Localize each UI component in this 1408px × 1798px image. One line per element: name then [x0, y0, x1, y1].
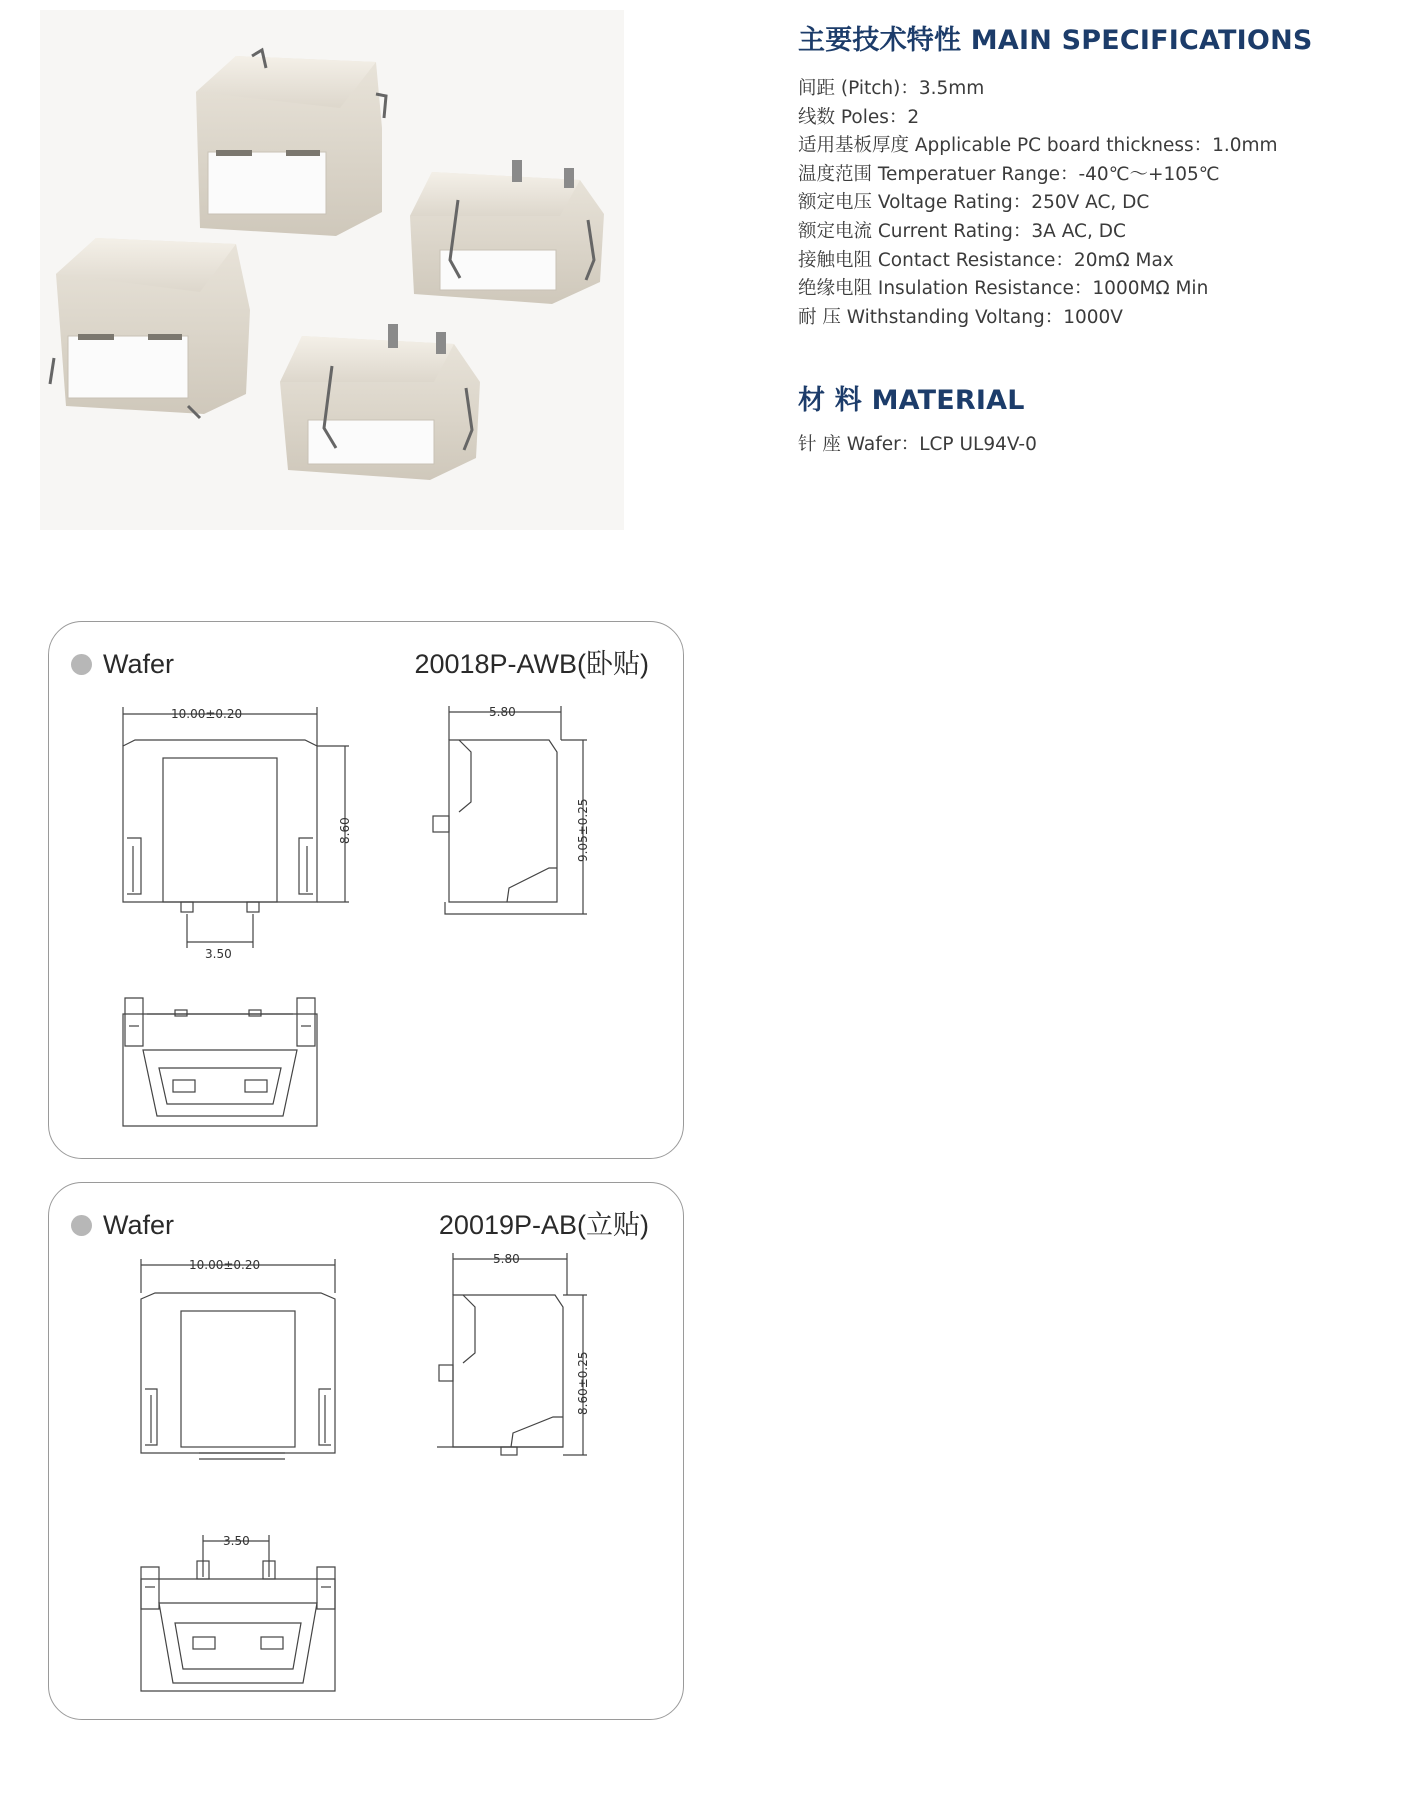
connector-front-right — [280, 324, 480, 480]
panel-label: Wafer — [103, 1210, 175, 1240]
spec-pitch: 间距 (Pitch)：3.5mm — [798, 78, 985, 99]
panel-model-number: 20018P-AWB(卧贴) — [414, 649, 649, 679]
panel-label: Wafer — [103, 649, 175, 679]
spec-temperature-range: 温度范围 Temperatuer Range：-40℃～+105℃ — [798, 163, 1220, 185]
front-view — [141, 1258, 335, 1459]
spec-current-rating: 额定电流 Current Rating：3A AC, DC — [798, 220, 1126, 242]
technical-drawing-ab — [49, 1183, 685, 1721]
dim-pitch: 3.50 — [223, 1534, 250, 1548]
material-wafer: 针 座 Wafer：LCP UL94V-0 — [798, 434, 1037, 456]
bottom-view — [141, 1534, 335, 1691]
material-heading: 材 料 MATERIAL — [798, 385, 1025, 417]
dim-pitch: 3.50 — [205, 947, 232, 961]
technical-drawing-awb — [49, 622, 685, 1160]
spec-voltage-rating: 额定电压 Voltage Rating：250V AC, DC — [798, 192, 1150, 214]
dim-width: 10.00±0.20 — [171, 707, 243, 721]
spec-board-thickness: 适用基板厚度 Applicable PC board thickness：1.0mm — [798, 135, 1278, 157]
spec-poles: 线数 Poles：2 — [798, 106, 920, 128]
connector-back-right — [410, 160, 604, 304]
spec-withstanding-voltage: 耐 压 Withstanding Voltang：1000V — [798, 306, 1123, 328]
material-list — [798, 431, 1378, 460]
specifications-section — [798, 18, 1378, 460]
side-view — [437, 1252, 590, 1455]
dim-side-height: 8.60±0.25 — [576, 1351, 590, 1415]
specifications-list — [798, 75, 1378, 332]
spec-contact-resistance: 接触电阻 Contact Resistance：20mΩ Max — [798, 249, 1174, 271]
drawing-panel-ab — [48, 1182, 684, 1720]
side-view — [433, 705, 590, 914]
dim-height: 8.60 — [338, 817, 352, 844]
front-view — [123, 707, 352, 961]
dim-side-width: 5.80 — [493, 1252, 520, 1266]
bottom-view — [123, 998, 317, 1126]
spec-insulation-resistance: 绝缘电阻 Insulation Resistance：1000MΩ Min — [798, 278, 1209, 300]
product-photo — [40, 10, 624, 530]
connector-front-left — [50, 238, 250, 418]
dim-width: 10.00±0.20 — [189, 1258, 261, 1272]
connector-back-left — [196, 50, 386, 236]
specifications-heading: 主要技术特性 MAIN SPECIFICATIONS — [798, 25, 1313, 56]
panel-model-number: 20019P-AB(立贴) — [438, 1210, 649, 1240]
drawing-panel-awb — [48, 621, 684, 1159]
dim-side-width: 5.80 — [489, 705, 516, 719]
dim-side-height: 9.05±0.25 — [576, 798, 590, 862]
